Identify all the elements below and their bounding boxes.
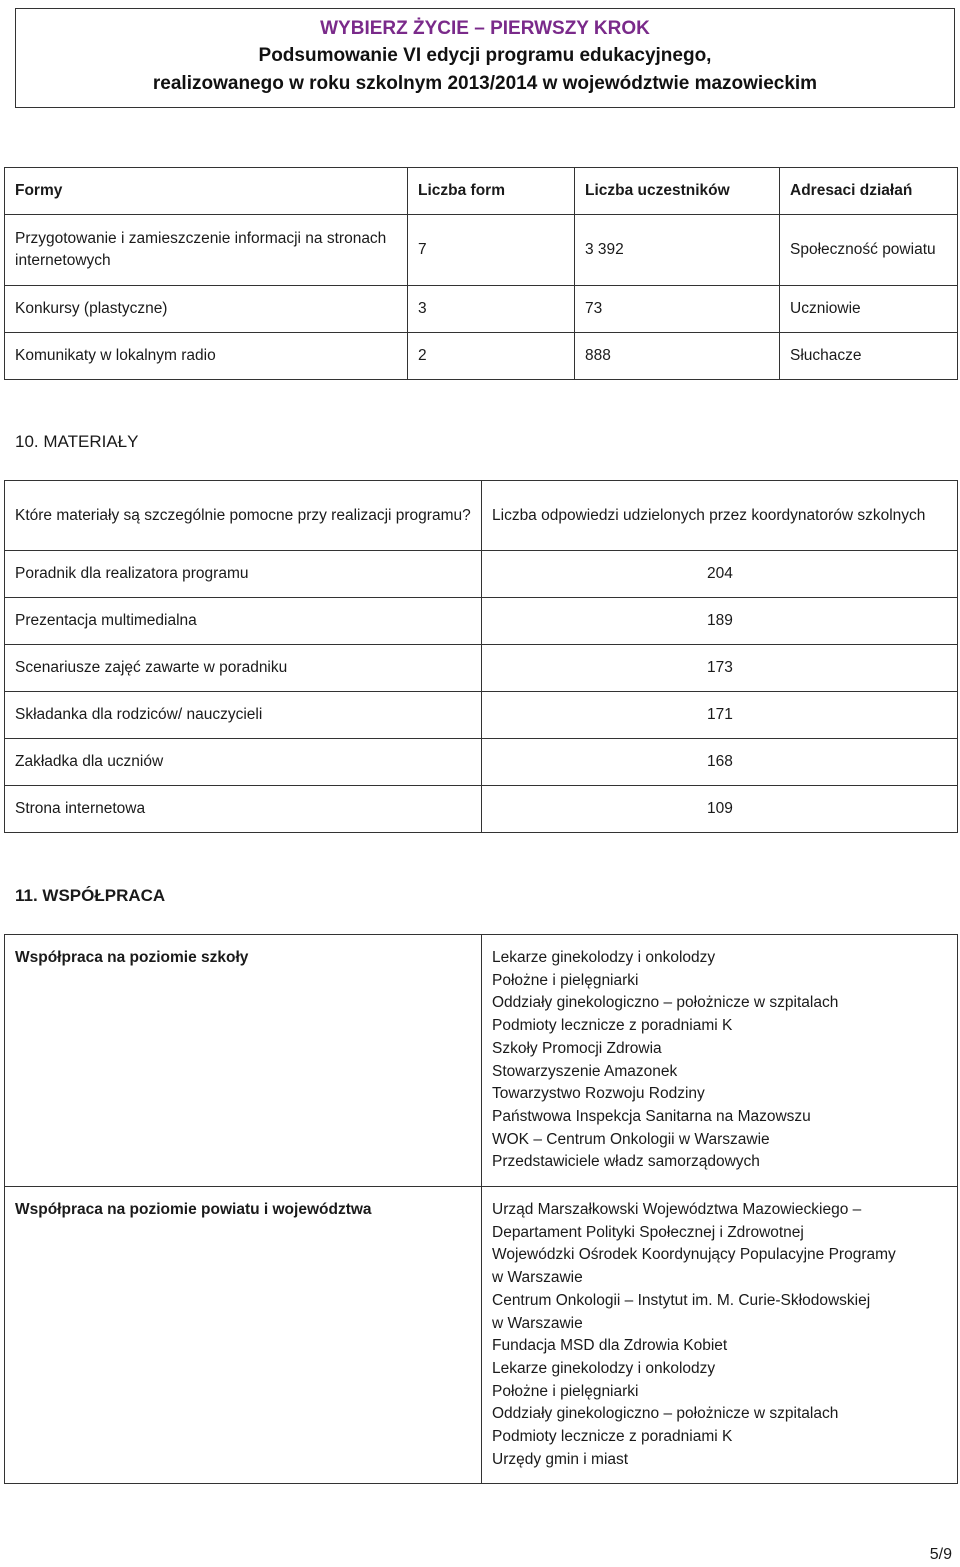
materials-table	[4, 480, 958, 833]
count-cell: 7	[408, 215, 575, 286]
material-value: 109	[482, 786, 958, 833]
question-header: Które materiały są szczególnie pomocne przy realizacji programu?	[5, 481, 482, 551]
table-row	[5, 333, 958, 380]
program-title: WYBIERZ ŻYCIE – PIERWSZY KROK	[320, 18, 650, 39]
material-name: Scenariusze zajęć zawarte w poradniku	[5, 645, 482, 692]
summary-title: Podsumowanie VI edycji programu edukacyjnego,	[258, 45, 712, 66]
participants-cell: 73	[575, 286, 780, 333]
material-name: Strona internetowa	[5, 786, 482, 833]
table-row	[5, 935, 958, 1187]
list-item: WOK – Centrum Onkologii w Warszawie	[492, 1130, 770, 1148]
forms-table	[4, 167, 958, 380]
school-partners-list	[482, 935, 958, 1187]
recipients-cell: Uczniowie	[780, 286, 958, 333]
list-item: w Warszawie	[492, 1269, 583, 1287]
column-header: Liczba form	[408, 168, 575, 215]
list-item: Lekarze ginekolodzy i onkolodzy	[492, 1359, 716, 1377]
column-header: Formy	[5, 168, 408, 215]
count-cell: 3	[408, 286, 575, 333]
materials-section-title: 10. MATERIAŁY	[15, 432, 139, 451]
list-item: Urząd Marszałkowski Województwa Mazowieckiego –	[492, 1201, 862, 1218]
form-cell: Przygotowanie i zamieszczenie informacji na stronach internetowych	[5, 215, 408, 286]
material-name: Prezentacja multimedialna	[5, 598, 482, 645]
table-row	[5, 215, 958, 286]
list-item: Oddziały ginekologiczno – położnicze w szpitalach	[492, 1405, 839, 1423]
material-value: 168	[482, 739, 958, 786]
material-name: Poradnik dla realizatora programu	[5, 551, 482, 598]
cooperation-table	[4, 934, 958, 1484]
form-cell: Konkursy (plastyczne)	[5, 286, 408, 333]
list-item: Lekarze ginekolodzy i onkolodzy	[492, 949, 716, 966]
summary-subtitle: realizowanego w roku szkolnym 2013/2014 w województwie mazowieckim	[152, 73, 818, 94]
list-item: Towarzystwo Rozwoju Rodziny	[492, 1085, 705, 1103]
table-row	[5, 1187, 958, 1484]
table-row	[5, 786, 958, 833]
table-row	[5, 598, 958, 645]
table-row	[5, 739, 958, 786]
material-value: 171	[482, 692, 958, 739]
recipients-cell: Społeczność powiatu	[780, 215, 958, 286]
list-item: w Warszawie	[492, 1314, 583, 1332]
list-item: Fundacja MSD dla Zdrowia Kobiet	[492, 1337, 728, 1355]
table-header-row	[5, 168, 958, 215]
list-item: Państwowa Inspekcja Sanitarna na Mazowszu	[492, 1107, 811, 1125]
list-item: Położne i pielęgniarki	[492, 971, 639, 989]
list-item: Wojewódzki Ośrodek Koordynujący Populacyjne Programy	[492, 1246, 896, 1264]
list-item: Departament Polityki Społecznej i Zdrowotnej	[492, 1223, 804, 1241]
table-row	[5, 692, 958, 739]
table-header-row	[5, 481, 958, 551]
material-value: 204	[482, 551, 958, 598]
region-level-label: Współpraca na poziomie powiatu i województwa	[5, 1187, 482, 1484]
list-item: Stowarzyszenie Amazonek	[492, 1062, 678, 1080]
list-item: Położne i pielęgniarki	[492, 1382, 639, 1400]
page-number: 5/9	[929, 1546, 952, 1563]
participants-cell: 3 392	[575, 215, 780, 286]
column-header: Liczba uczestników	[575, 168, 780, 215]
recipients-cell: Słuchacze	[780, 333, 958, 380]
list-item: Urzędy gmin i miast	[492, 1450, 629, 1468]
list-item: Podmioty lecznicze z poradniami K	[492, 1428, 733, 1446]
table-row	[5, 645, 958, 692]
material-name: Zakładka dla uczniów	[5, 739, 482, 786]
participants-cell: 888	[575, 333, 780, 380]
list-item: Podmioty lecznicze z poradniami K	[492, 1017, 733, 1035]
material-value: 189	[482, 598, 958, 645]
answers-count-header: Liczba odpowiedzi udzielonych przez koordynatorów szkolnych	[482, 481, 958, 551]
column-header: Adresaci działań	[780, 168, 958, 215]
list-item: Centrum Onkologii – Instytut im. M. Curie-Skłodowskiej	[492, 1291, 871, 1309]
region-partners-list	[482, 1187, 958, 1484]
table-row	[5, 551, 958, 598]
material-value: 173	[482, 645, 958, 692]
list-item: Przedstawiciele władz samorządowych	[492, 1153, 760, 1171]
cooperation-section-title: 11. WSPÓŁPRACA	[15, 886, 166, 905]
table-row	[5, 286, 958, 333]
school-level-label: Współpraca na poziomie szkoły	[5, 935, 482, 1187]
count-cell: 2	[408, 333, 575, 380]
document-header	[15, 8, 955, 108]
list-item: Szkoły Promocji Zdrowia	[492, 1039, 662, 1057]
form-cell: Komunikaty w lokalnym radio	[5, 333, 408, 380]
material-name: Składanka dla rodziców/ nauczycieli	[5, 692, 482, 739]
list-item: Oddziały ginekologiczno – położnicze w szpitalach	[492, 994, 839, 1012]
